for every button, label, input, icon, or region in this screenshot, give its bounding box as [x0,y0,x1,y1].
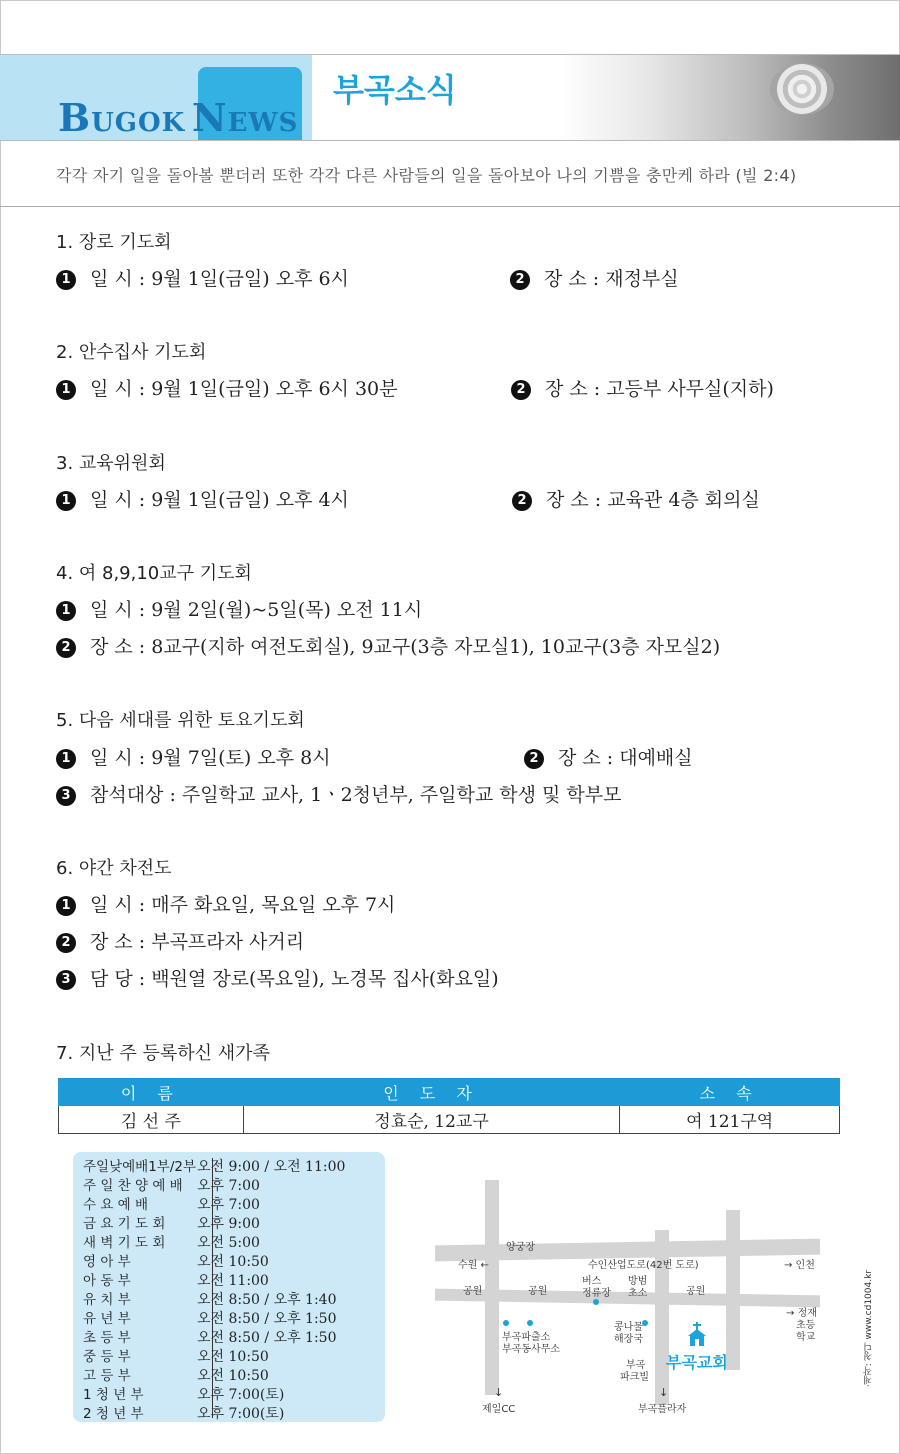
schedule-label: 유 치 부 [83,1292,131,1308]
number-badge: 3 [56,786,76,806]
schedule-label: 주일낮예배1부/2부 [83,1159,197,1175]
item-6-title: 6. 야간 차전도 [56,858,172,879]
map-label-park: 공원 [686,1286,706,1297]
schedule-time: 오후 7:00(토) [197,1406,285,1422]
bus-stop-marker [593,1299,599,1305]
church-icon [686,1322,708,1346]
number-badge: 2 [524,749,544,769]
map-label-office: 부곡동사무소 [502,1344,560,1355]
item-2-line-1 [56,374,398,401]
divider [0,206,900,207]
new-family-table [58,1078,840,1134]
map-label-restaurant: 해장국 [614,1334,643,1345]
map-label-church: 부곡교회 [666,1353,728,1372]
schedule-row [83,1231,260,1250]
map-label-plaza: 부곡플라자 [638,1404,687,1415]
schedule-row [83,1345,269,1364]
schedule-time: 오전 8:50 / 오후 1:50 [197,1330,337,1346]
item-4-line-1-text: 일 시 : 9월 2일(월)~5일(목) 오전 11시 [90,599,423,621]
number-badge: 2 [511,380,531,400]
item-2-title: 2. 안수집사 기도회 [56,342,207,363]
schedule-row [83,1155,345,1174]
schedule-label: 새 벽 기 도 회 [83,1235,166,1251]
col-header-guide: 인 도 자 [243,1079,619,1106]
item-5-title: 5. 다음 세대를 위한 토요기도회 [56,710,305,731]
header-photo [560,55,900,140]
schedule-row [83,1174,260,1193]
item-1-title: 1. 장로 기도회 [56,232,172,253]
item-2-line-1-text: 일 시 : 9월 1일(금일) 오후 6시 30분 [90,378,398,400]
map-label-school: → 정재 [786,1308,817,1319]
schedule-time: 오전 10:50 [197,1254,269,1270]
schedule-time: 오후 9:00 [197,1216,260,1232]
schedule-time: 오전 9:00 / 오전 11:00 [197,1159,346,1175]
schedule-time: 오후 7:00 [197,1178,260,1194]
item-6-line-1 [56,890,395,917]
map-label-parkville: 부곡 [626,1360,646,1371]
schedule-label: 수 요 예 배 [83,1197,149,1213]
schedule-row [83,1402,284,1421]
item-2-line-2 [511,374,774,401]
item-3-line-1 [56,485,349,512]
schedule-row [83,1250,269,1269]
item-1-line-1-text: 일 시 : 9월 1일(금일) 오후 6시 [90,268,349,290]
item-4-line-2-text: 장 소 : 8교구(지하 여전도회실), 9교구(3층 자모실1), 10교구(3층 자모실2) [90,636,721,658]
map-label-road: 수인산업도로(42번 도로) [588,1260,699,1271]
schedule-row [83,1212,260,1231]
schedule-label: 2 청 년 부 [83,1406,144,1422]
number-badge: 1 [56,270,76,290]
section-title: 부곡소식 [333,71,457,109]
worship-schedule [73,1152,385,1422]
cell-guide: 정효순, 12교구 [243,1106,619,1134]
schedule-time: 오전 10:50 [197,1368,269,1384]
number-badge: 2 [512,491,532,511]
credit-text: ·제작: 청디 www.cd1004.kr [864,1270,874,1388]
item-3-title: 3. 교육위원회 [56,453,166,474]
item-3-line-2-text: 장 소 : 교육관 4층 회의실 [546,489,760,511]
schedule-row [83,1193,260,1212]
map-label-restaurant: 콩나물 [614,1322,643,1333]
map-label-police: 부곡파출소 [502,1332,551,1343]
number-badge: 1 [56,601,76,621]
map-label-suwon: 수원 ← [458,1260,489,1271]
col-header-name: 이 름 [59,1079,244,1106]
schedule-label: 영 아 부 [83,1254,131,1270]
item-1-line-2 [510,264,679,291]
schedule-row [83,1307,337,1326]
number-badge: 2 [56,638,76,658]
tree-stump-image [770,63,834,115]
office-marker [527,1320,533,1326]
number-badge: 1 [56,491,76,511]
map-label-school: 초등 [796,1320,816,1331]
number-badge: 2 [510,270,530,290]
item-5-line-1-text: 일 시 : 9월 7일(토) 오후 8시 [90,747,331,769]
schedule-label: 고 등 부 [83,1368,131,1384]
col-header-group: 소 속 [620,1079,840,1106]
schedule-label: 중 등 부 [83,1349,131,1365]
brand-ews: EWS [227,108,299,138]
schedule-time: 오전 8:50 / 오후 1:50 [197,1311,337,1327]
item-6-line-3 [56,964,499,991]
bible-verse: 각각 자기 일을 돌아볼 뿐더러 또한 각각 다른 사람들의 일을 돌아보아 나의 기쁨을 충만케 하라 (빌 2:4) [56,166,797,185]
item-1-line-2-text: 장 소 : 재정부실 [544,268,679,290]
brand-ugok: UGOK [91,108,186,138]
item-5-line-3-text: 참석대상 : 주일학교 교사, 1ㆍ2청년부, 주일학교 학생 및 학부모 [90,784,622,806]
item-6-line-2 [56,927,304,954]
table-header-row [59,1079,840,1106]
brand-letter-b: B [58,95,92,140]
police-marker [503,1320,509,1326]
item-5-line-1 [56,743,331,770]
number-badge: 1 [56,749,76,769]
schedule-label: 아 동 부 [83,1273,131,1289]
number-badge: 1 [56,380,76,400]
number-badge: 1 [56,896,76,916]
cell-name: 김 선 주 [59,1106,244,1134]
news-header [0,54,900,141]
item-7-title: 7. 지난 주 등록하신 새가족 [56,1043,270,1064]
item-4-line-1 [56,595,422,622]
item-2-line-2-text: 장 소 : 고등부 사무실(지하) [545,378,774,400]
schedule-label: 1 청 년 부 [83,1387,144,1403]
schedule-time: 오전 10:50 [197,1349,269,1365]
item-3-line-2 [512,485,760,512]
schedule-time: 오후 7:00 [197,1197,260,1213]
map-label-bus-stop: 정류장 [582,1288,611,1299]
map-label-parkville: 파크빌 [620,1372,649,1383]
schedule-time: 오전 11:00 [197,1273,269,1289]
table-row [59,1106,840,1134]
schedule-time: 오후 7:00(토) [197,1387,285,1403]
arrow-down-icon: ↓ [494,1386,504,1399]
item-4-line-2 [56,632,720,659]
item-5-line-2-text: 장 소 : 대예배실 [558,747,693,769]
map-label-incheon: → 인천 [784,1260,815,1271]
map-label-school: 학교 [796,1332,816,1343]
map-label-jeil: 제일CC [482,1404,516,1415]
map-label-park: 공원 [463,1286,483,1297]
schedule-label: 금 요 기 도 회 [83,1216,166,1232]
schedule-label: 유 년 부 [83,1311,131,1327]
brand-logo [58,95,298,140]
map-label-archery: 양궁장 [506,1242,535,1253]
schedule-row [83,1269,269,1288]
arrow-down-icon: ↓ [659,1386,669,1399]
schedule-row [83,1364,269,1383]
item-3-line-1-text: 일 시 : 9월 1일(금일) 오후 4시 [90,489,349,511]
item-6-line-1-text: 일 시 : 매주 화요일, 목요일 오후 7시 [90,894,396,916]
item-4-title: 4. 여 8,9,10교구 기도회 [56,563,252,584]
item-6-line-2-text: 장 소 : 부곡프라자 사거리 [90,931,305,953]
schedule-time: 오전 5:00 [197,1235,260,1251]
item-5-line-3 [56,780,621,807]
number-badge: 2 [56,933,76,953]
schedule-row [83,1288,337,1307]
schedule-label: 초 등 부 [83,1330,131,1346]
item-1-line-1 [56,264,349,291]
map-label-crime: 방범 [628,1276,648,1287]
schedule-time: 오전 8:50 / 오후 1:40 [197,1292,337,1308]
church-map [430,1170,840,1440]
brand-letter-n: N [191,95,228,140]
item-6-line-3-text: 담 당 : 백원열 장로(목요일), 노경목 집사(화요일) [90,968,499,990]
schedule-label: 주 일 찬 양 예 배 [83,1178,183,1194]
road-vertical-3 [726,1210,740,1370]
schedule-row [83,1383,284,1402]
cell-group: 여 121구역 [620,1106,840,1134]
map-label-crime-post: 초소 [628,1288,648,1299]
item-5-line-2 [524,743,693,770]
number-badge: 3 [56,970,76,990]
schedule-row [83,1326,337,1345]
map-label-bus: 버스 [582,1276,602,1287]
map-label-park: 공원 [528,1286,548,1297]
road-vertical-1 [485,1180,499,1395]
